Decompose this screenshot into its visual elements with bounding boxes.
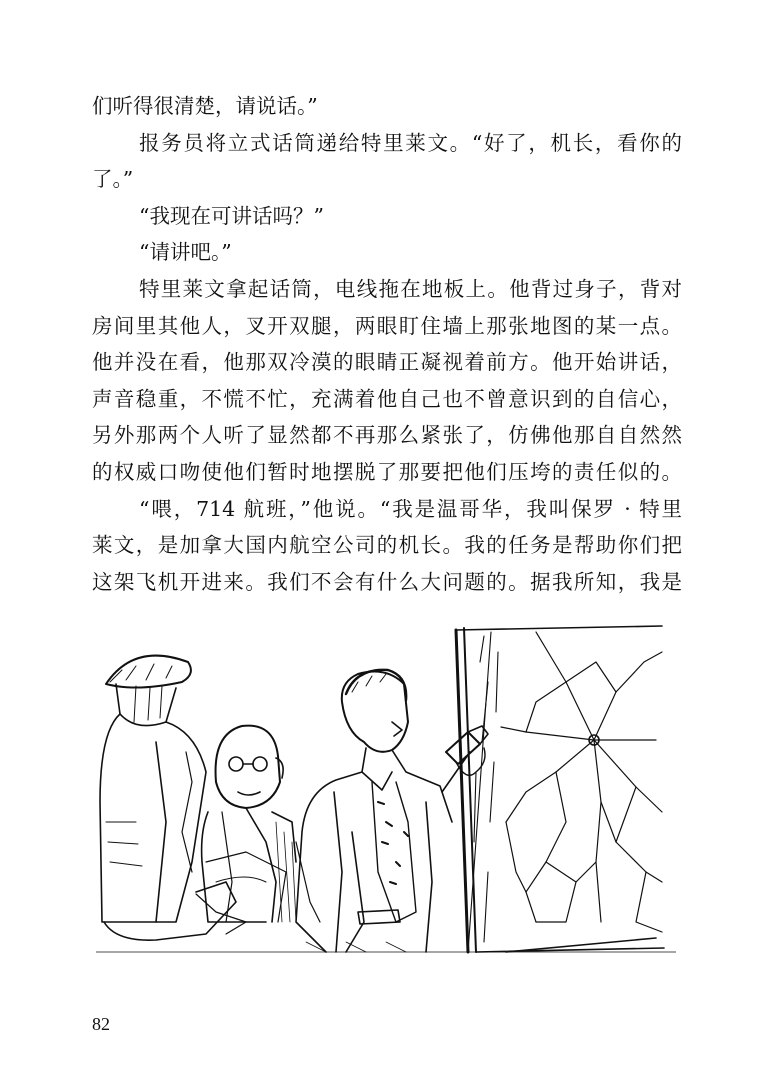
text-line: 声音稳重，不慌不忙，充满着他自己也不曾意识到的自信心， [92, 386, 682, 411]
text-line: 了。” [92, 167, 134, 192]
text-line: 另外那两个人听了显然都不再那么紧张了，仿佛他那自自然然 [92, 423, 682, 448]
text-line: 的权威口吻使他们暂时地摆脱了那要把他们压垮的责任似的。 [92, 459, 682, 484]
text-line: 房间里其他人，叉开双腿，两眼盯住墙上那张地图的某一点。 [92, 313, 682, 338]
text-line: “喂，714 航班，”他说。“我是温哥华，我叫保罗 · 特里 [139, 496, 682, 521]
text-line: 这架飞机开进来。我们不会有什么大问题的。据我所知，我是 [92, 569, 682, 594]
page-number: 82 [92, 1014, 110, 1034]
text-line: 报务员将立式话筒递给特里莱文。“好了，机长，看你的 [139, 130, 682, 155]
body-text [92, 88, 682, 600]
shading [96, 822, 676, 952]
text-line: 他并没在看，他那双冷漠的眼睛正凝视着前方。他开始讲话， [92, 350, 682, 375]
bald-man-figure [202, 726, 296, 922]
text-line: 们听得很清楚，请说话。” [92, 94, 318, 118]
text-line: “请讲吧。” [139, 240, 232, 265]
text-line: 莱文，是加拿大国内航空公司的机长。我的任务是帮助你们把 [92, 533, 682, 558]
text-line: 特里莱文拿起话筒，电线拖在地板上。他背过身子，背对 [139, 276, 682, 301]
cracked-window [456, 626, 664, 952]
illustration-captain-on-radio [96, 622, 676, 972]
text-line: “我现在可讲话吗？” [139, 203, 324, 228]
